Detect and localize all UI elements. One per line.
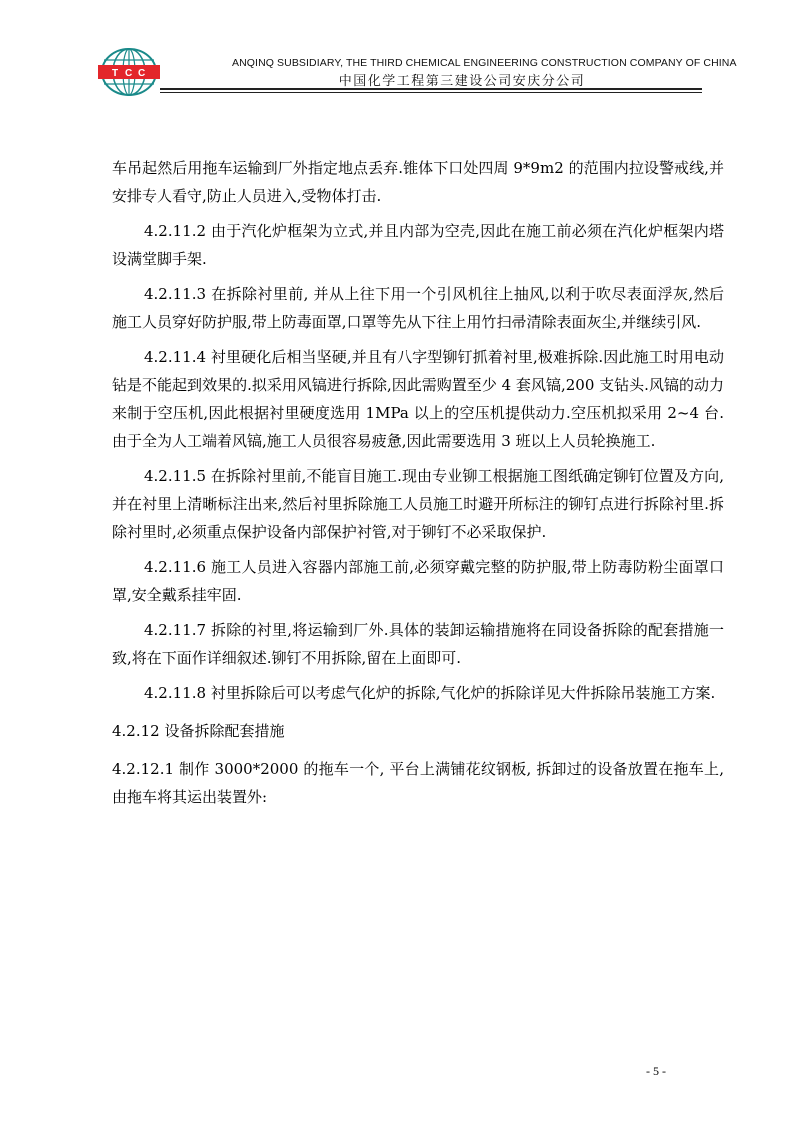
svg-text:T: T [112,68,119,79]
paragraph-4-2-11-2: 4.2.11.2 由于汽化炉框架为立式,并且内部为空壳,因此在施工前必须在汽化炉框架内塔设满堂脚手架. [112,222,724,268]
page-header [0,0,793,100]
header-divider-thin [160,92,702,93]
paragraph-4-2-11-6: 4.2.11.6 施工人员进入容器内部施工前,必须穿戴完整的防护服,带上防毒防粉尘面罩口罩,安全戴系挂牢固. [112,558,724,604]
paragraph-4-2-11-4: 4.2.11.4 衬里硬化后相当坚硬,并且有八字型铆钉抓着衬里,极难拆除.因此施工时用电动钻是不能起到效果的.拟采用风镐进行拆除,因此需购置至少 4 套风镐,200 支钻头.风镐的动力来制于空压机,因此根据衬里硬度选用 1MPa 以上的空压机提供动力.空压机拟采用 2~4 台.由于全为人工端着风镐,施工人员很容易疲惫,因此需要选用 3 班以上人员轮换施工. [112,348,724,450]
tcc-logo [98,46,160,98]
document-body [112,150,724,818]
paragraph-continuation: 车吊起然后用拖车运输到厂外指定地点丢弃.锥体下口处四周 9*9m2 的范围内拉设警戒线,并安排专人看守,防止人员进入,受物体打击. [112,159,724,205]
company-name-english: ANQINQ SUBSIDIARY, THE THIRD CHEMICAL ENGINEERING CONSTRUCTION COMPANY OF CHINA [232,57,737,69]
section-heading-4-2-12: 4.2.12 设备拆除配套措施 [112,722,285,740]
svg-text:C: C [125,68,133,79]
paragraph-4-2-11-3: 4.2.11.3 在拆除衬里前, 并从上往下用一个引风机往上抽风,以利于吹尽表面浮灰,然后施工人员穿好防护服,带上防毒面罩,口罩等先从下往上用竹扫帚清除表面灰尘,并继续引风. [112,285,724,331]
paragraph-4-2-11-8: 4.2.11.8 衬里拆除后可以考虑气化炉的拆除,气化炉的拆除详见大件拆除吊装施工方案. [144,684,716,702]
paragraph-4-2-11-7: 4.2.11.7 拆除的衬里,将运输到厂外.具体的装卸运输措施将在同设备拆除的配套措施一致,将在下面作详细叙述.铆钉不用拆除,留在上面即可. [112,621,724,667]
company-name-chinese: 中国化学工程第三建设公司安庆分公司 [338,74,586,89]
paragraph-4-2-12-1: 4.2.12.1 制作 3000*2000 的拖车一个, 平台上满铺花纹钢板, 拆卸过的设备放置在拖车上, 由拖车将其运出装置外: [112,760,724,806]
page-number: - 5 - [646,1064,666,1078]
svg-text:C: C [138,68,146,79]
paragraph-4-2-11-5: 4.2.11.5 在拆除衬里前,不能盲目施工.现由专业铆工根据施工图纸确定铆钉位置及方向,并在衬里上清晰标注出来,然后衬里拆除施工人员施工时避开所标注的铆钉点进行拆除衬里.拆除衬里时,必须重点保护设备内部保护衬管,对于铆钉不必采取保护. [112,467,724,541]
header-divider [160,88,702,90]
